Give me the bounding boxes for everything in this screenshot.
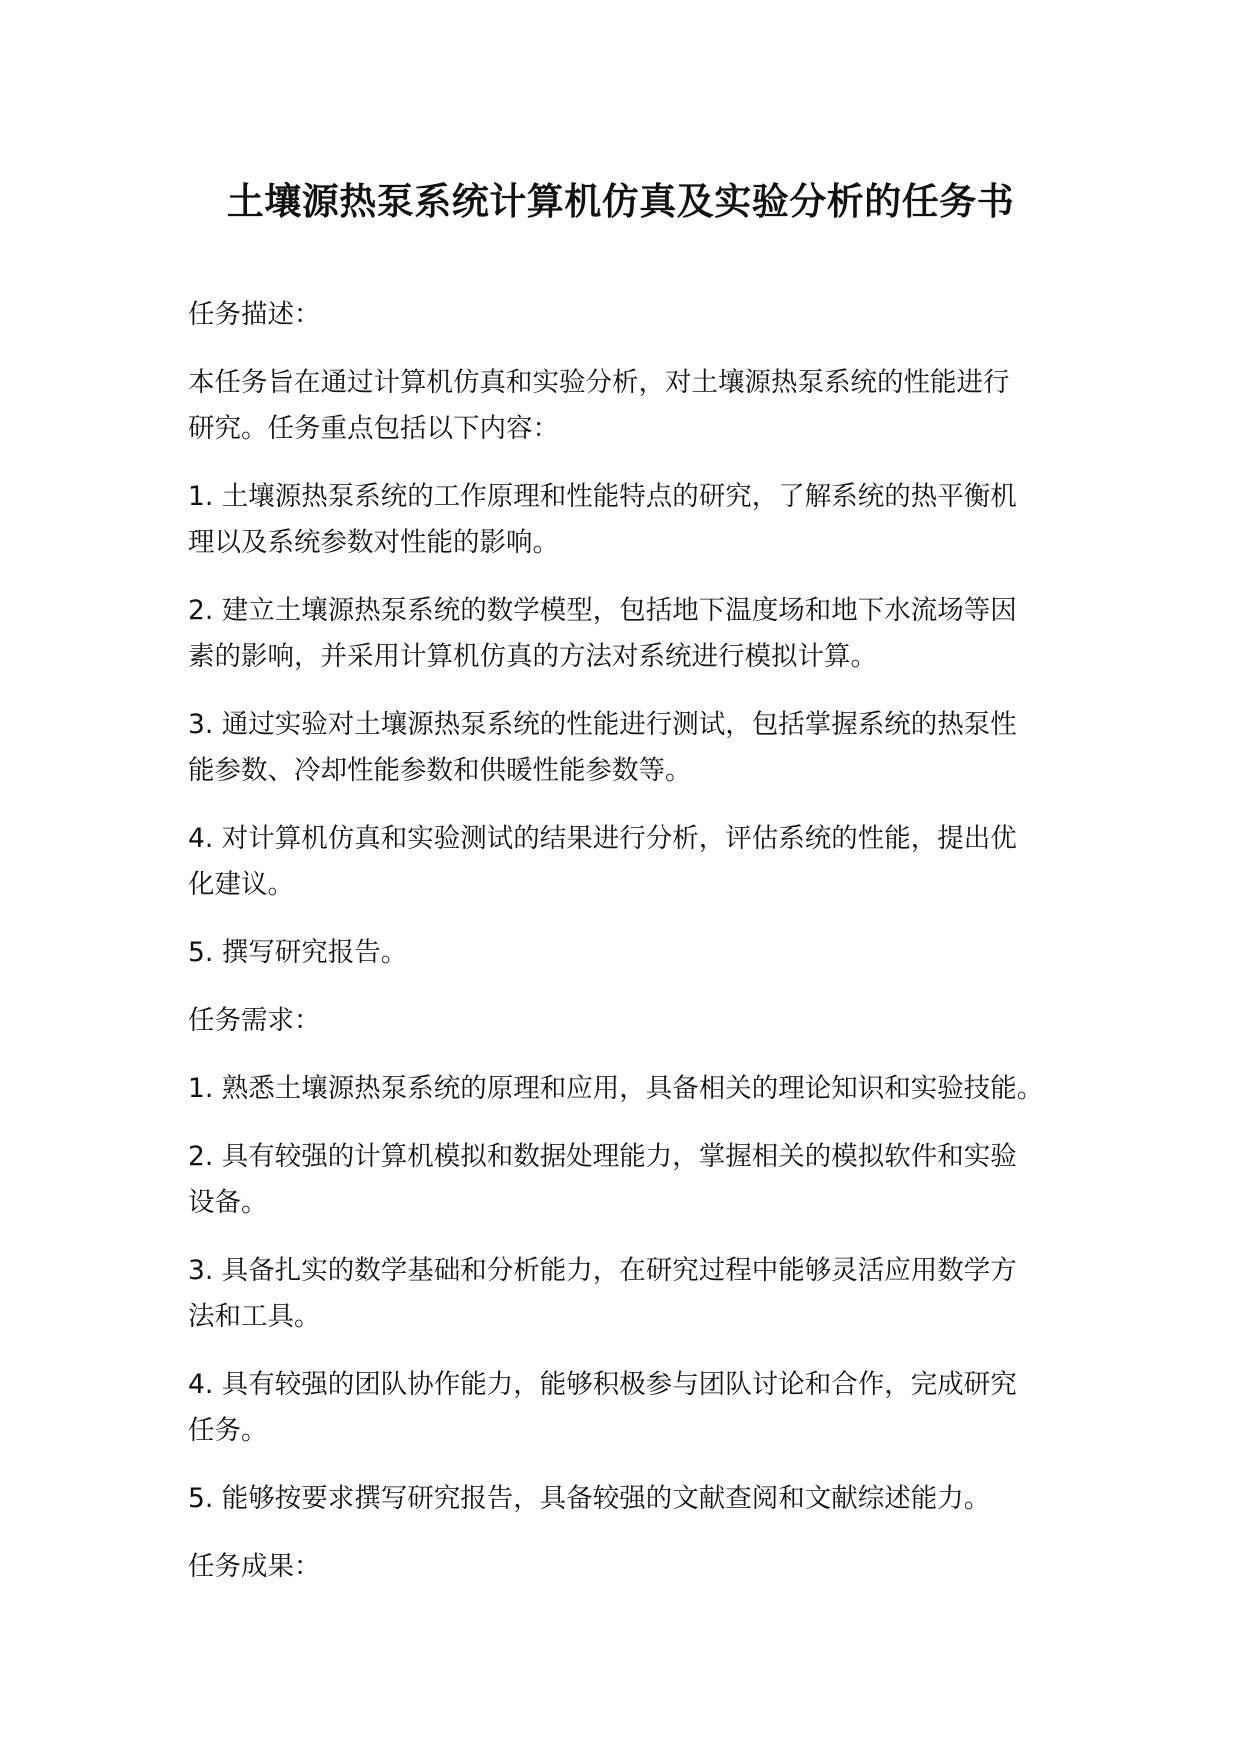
paragraph xyxy=(188,474,1078,566)
paragraph xyxy=(188,998,1078,1044)
paragraph xyxy=(188,930,1078,976)
paragraph-line: 1. 土壤源热泵系统的工作原理和性能特点的研究，了解系统的热平衡机 xyxy=(188,481,1017,512)
document-body xyxy=(188,292,1078,1612)
paragraph-line: 素的影响，并采用计算机仿真的方法对系统进行模拟计算。 xyxy=(188,641,877,672)
paragraph-line: 任务成果： xyxy=(188,1551,321,1582)
paragraph xyxy=(188,1066,1078,1112)
paragraph-line: 1. 熟悉土壤源热泵系统的原理和应用，具备相关的理论知识和实验技能。 xyxy=(188,1073,1044,1104)
paragraph xyxy=(188,702,1078,794)
paragraph-line: 理以及系统参数对性能的影响。 xyxy=(188,527,559,558)
paragraph xyxy=(188,1476,1078,1522)
paragraph xyxy=(188,1362,1078,1454)
paragraph-line: 5. 撰写研究报告。 xyxy=(188,937,408,968)
paragraph-line: 化建议。 xyxy=(188,869,294,900)
paragraph-line: 2. 具有较强的计算机模拟和数据处理能力，掌握相关的模拟软件和实验 xyxy=(188,1141,1017,1172)
paragraph xyxy=(188,360,1078,452)
paragraph xyxy=(188,816,1078,908)
paragraph-line: 2. 建立土壤源热泵系统的数学模型，包括地下温度场和地下水流场等因 xyxy=(188,595,1017,626)
document-title: 土壤源热泵系统计算机仿真及实验分析的任务书 xyxy=(226,180,1015,223)
paragraph-line: 4. 对计算机仿真和实验测试的结果进行分析，评估系统的性能，提出优 xyxy=(188,823,1017,854)
paragraph-line: 4. 具有较强的团队协作能力，能够积极参与团队讨论和合作，完成研究 xyxy=(188,1369,1017,1400)
paragraph-line: 设备。 xyxy=(188,1187,268,1218)
paragraph xyxy=(188,1544,1078,1590)
paragraph-line: 任务描述： xyxy=(188,299,321,330)
paragraph xyxy=(188,1134,1078,1226)
paragraph-line: 研究。任务重点包括以下内容： xyxy=(188,413,559,444)
paragraph xyxy=(188,292,1078,338)
paragraph-line: 任务。 xyxy=(188,1415,268,1446)
paragraph-line: 法和工具。 xyxy=(188,1301,321,1332)
paragraph-line: 本任务旨在通过计算机仿真和实验分析，对土壤源热泵系统的性能进行 xyxy=(188,367,1010,398)
paragraph xyxy=(188,1248,1078,1340)
paragraph xyxy=(188,588,1078,680)
paragraph-line: 3. 通过实验对土壤源热泵系统的性能进行测试，包括掌握系统的热泵性 xyxy=(188,709,1017,740)
paragraph-line: 任务需求： xyxy=(188,1005,321,1036)
paragraph-line: 能参数、冷却性能参数和供暖性能参数等。 xyxy=(188,755,692,786)
paragraph-line: 3. 具备扎实的数学基础和分析能力，在研究过程中能够灵活应用数学方 xyxy=(188,1255,1017,1286)
paragraph-line: 5. 能够按要求撰写研究报告，具备较强的文献查阅和文献综述能力。 xyxy=(188,1483,991,1514)
